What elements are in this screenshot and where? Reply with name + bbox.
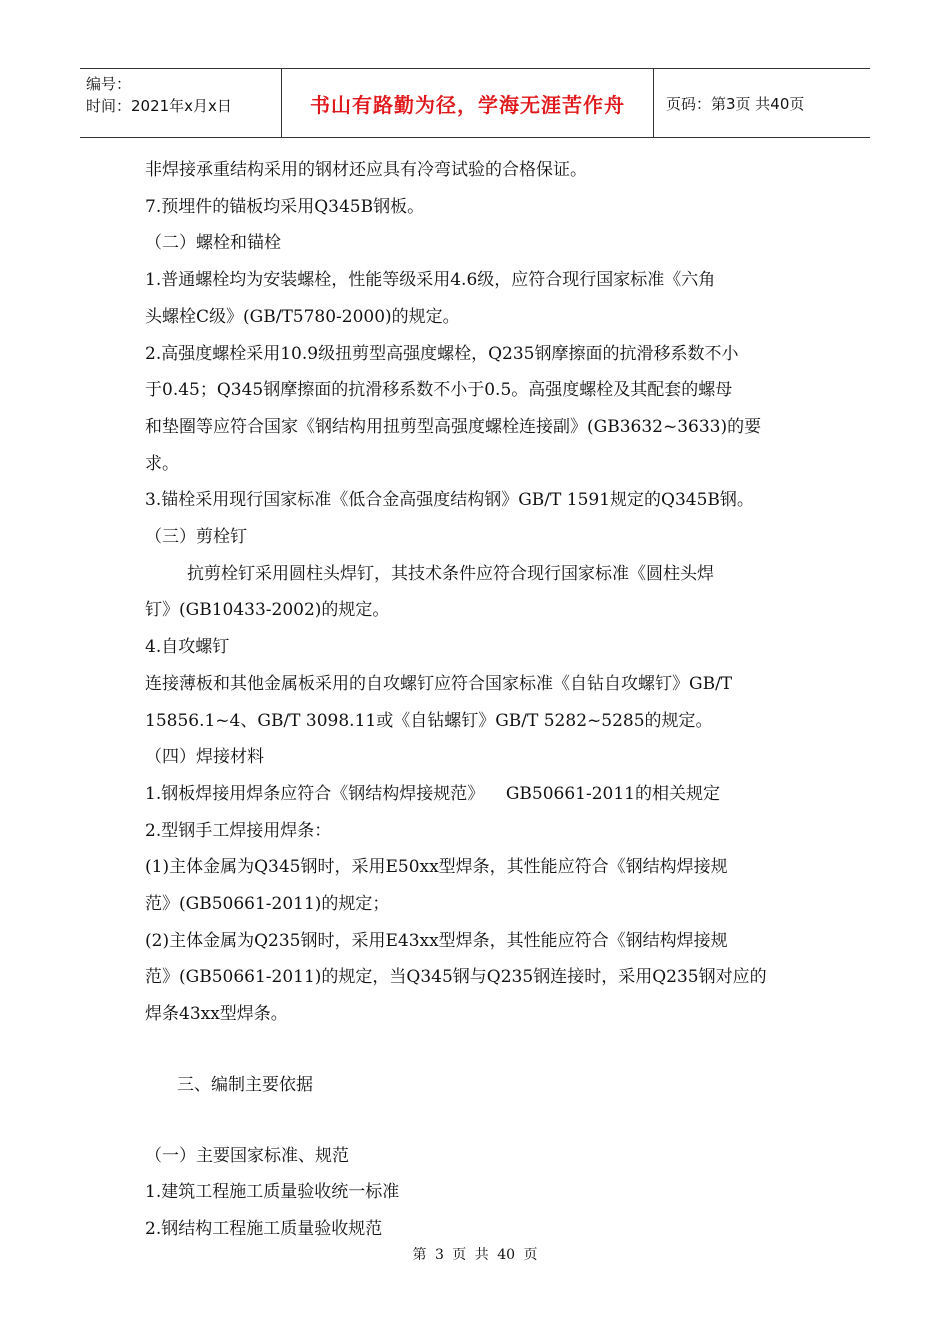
- section-title: 三、编制主要依据: [177, 1074, 313, 1095]
- body-line: 钉》(GB10433-2002)的规定。: [145, 600, 390, 621]
- body-line: 非焊接承重结构采用的钢材还应具有冷弯试验的合格保证。: [145, 160, 587, 180]
- body-line: 1.钢板焊接用焊条应符合《钢结构焊接规范》 GB50661-2011的相关规定: [145, 783, 720, 804]
- body-line: 头螺栓C级》(GB/T5780-2000)的规定。: [145, 306, 460, 327]
- body-line: 范》(GB50661-2011)的规定，当Q345钢与Q235钢连接时，采用Q235钢对应的: [145, 967, 767, 988]
- header-meta: [80, 69, 282, 137]
- body-line: 于0.45；Q345钢摩擦面的抗滑移系数不小于0.5。高强度螺栓及其配套的螺母: [145, 380, 733, 401]
- spacer: [145, 1033, 810, 1067]
- page-header: [80, 68, 870, 138]
- body-line: 求。: [145, 453, 179, 474]
- header-time-label: 时间：2021年x月x日: [86, 97, 232, 115]
- header-number-label: 编号：: [86, 75, 132, 93]
- header-page-info: 页码：第3页 共40页: [666, 94, 805, 113]
- body-line: (2)主体金属为Q235钢时，采用E43xx型焊条，其性能应符合《钢结构焊接规: [145, 930, 728, 951]
- body-line: 3.锚栓采用现行国家标准《低合金高强度结构钢》GB/T 1591规定的Q345B钢。: [145, 490, 754, 511]
- body-line: 7.预埋件的锚板均采用Q345B钢板。: [145, 196, 425, 217]
- subsection-heading: （一）主要国家标准、规范: [145, 1145, 349, 1166]
- body-line: 2.高强度螺栓采用10.9级扭剪型高强度螺栓，Q235钢摩擦面的抗滑移系数不小: [145, 343, 739, 364]
- body-line: 2.型钢手工焊接用焊条：: [145, 820, 332, 841]
- body-line: 范》(GB50661-2011)的规定；: [145, 894, 390, 915]
- page-footer: 第 3 页 共 40 页: [412, 1247, 538, 1263]
- body-line: 1.普通螺栓均为安装螺栓，性能等级采用4.6级，应符合现行国家标准《六角: [145, 270, 716, 291]
- body-line: (1)主体金属为Q345钢时，采用E50xx型焊条，其性能应符合《钢结构焊接规: [145, 857, 728, 878]
- body-line-indented: 抗剪栓钉采用圆柱头焊钉，其技术条件应符合现行国家标准《圆柱头焊: [187, 563, 714, 584]
- document-body: [145, 152, 810, 1248]
- subsection-heading: （二）螺栓和锚栓: [145, 233, 281, 254]
- body-line: 2.钢结构工程施工质量验收规范: [145, 1218, 383, 1239]
- subsection-heading: （三）剪栓钉: [145, 527, 247, 548]
- body-line: 15856.1~4、GB/T 3098.11或《自钻螺钉》GB/T 5282~5285的规定。: [145, 710, 713, 731]
- body-line: 和垫圈等应符合国家《钢结构用扭剪型高强度螺栓连接副》(GB3632~3633)的要: [145, 416, 762, 437]
- body-line: 连接薄板和其他金属板采用的自攻螺钉应符合国家标准《自钻自攻螺钉》GB/T: [145, 673, 733, 694]
- body-line: 焊条43xx型焊条。: [145, 1004, 288, 1025]
- subsection-heading: （四）焊接材料: [145, 747, 264, 768]
- body-line: 4.自攻螺钉: [145, 637, 230, 658]
- header-motto: 书山有路勤为径，学海无涯苦作舟: [282, 69, 654, 137]
- spacer: [145, 1104, 810, 1138]
- body-line: 1.建筑工程施工质量验收统一标准: [145, 1182, 400, 1203]
